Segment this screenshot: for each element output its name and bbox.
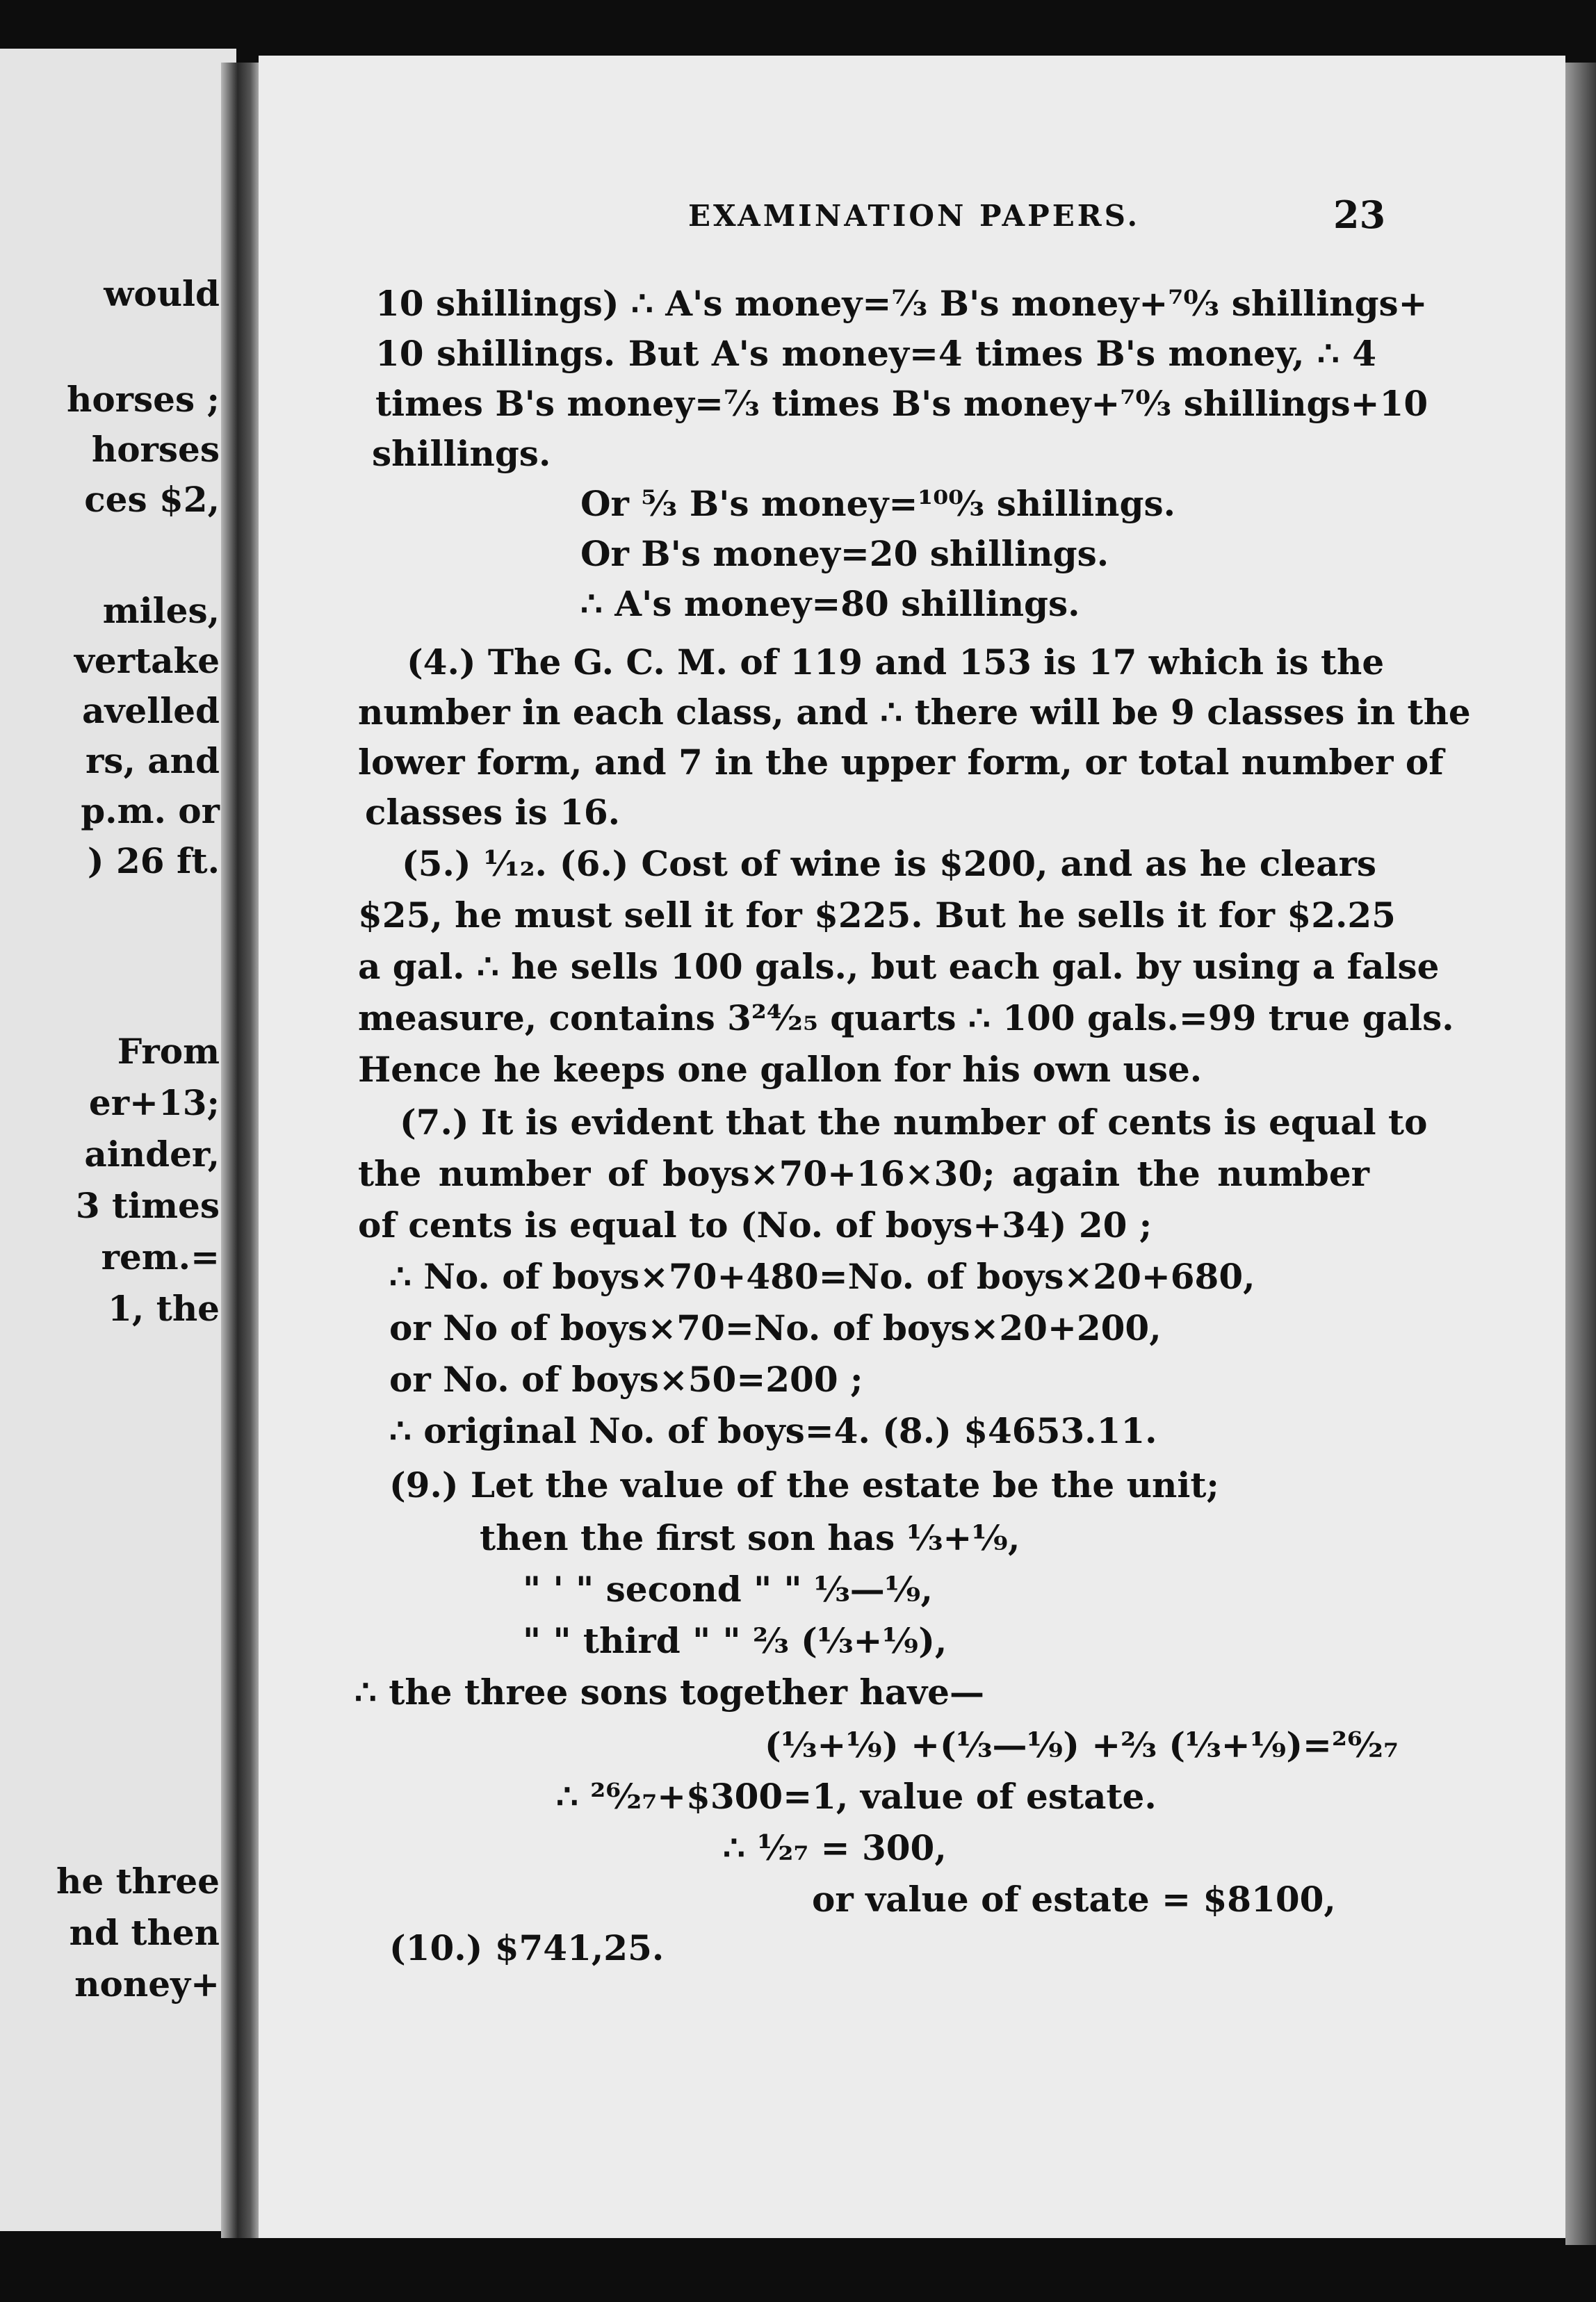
page-number: 23 [1333, 193, 1386, 237]
text-line: (4.) The G. C. M. of 119 and 153 is 17 which is the [407, 642, 1385, 683]
text-line: the number of boys×70+16×30; again the number [358, 1153, 1369, 1194]
left-page-text: horses [91, 429, 220, 470]
text-line: (10.) $741,25. [389, 1927, 665, 1968]
book-gutter [221, 63, 263, 2238]
left-page-text: vertake [74, 640, 220, 681]
left-page-text: er+13; [88, 1082, 220, 1123]
text-line: then the first son has ⅓+⅑, [480, 1517, 1020, 1558]
text-line: (⅓+⅑) +(⅓—⅑) +⅔ (⅓+⅑)=²⁶⁄₂₇ [765, 1724, 1399, 1765]
left-page-text: ) 26 ft. [87, 840, 220, 881]
left-page-text: avelled [81, 690, 220, 731]
text-line: Hence he keeps one gallon for his own use. [358, 1049, 1203, 1090]
text-line: of cents is equal to (No. of boys+34) 20 ; [358, 1205, 1153, 1246]
text-line: or No of boys×70=No. of boys×20+200, [389, 1307, 1162, 1348]
left-page-text: 3 times [75, 1185, 220, 1226]
text-line: times B's money=⁷⁄₃ times B's money+⁷⁰⁄₃ shillings+10 [375, 383, 1428, 424]
text-line: ∴ ¹⁄₂₇ = 300, [723, 1827, 947, 1868]
left-page-text: rem.= [101, 1236, 220, 1277]
left-page-text: rs, and [85, 740, 220, 781]
text-line: " " third " " ⅔ (⅓+⅑), [523, 1620, 947, 1661]
text-line: classes is 16. [365, 792, 621, 833]
text-line: ∴ ²⁶⁄₂₇+$300=1, value of estate. [556, 1776, 1157, 1817]
text-line: (5.) ¹⁄₁₂. (6.) Cost of wine is $200, and as he clears [402, 843, 1376, 884]
left-page-text: he three [56, 1861, 220, 1902]
text-line: Or B's money=20 shillings. [580, 533, 1109, 574]
text-line: ∴ original No. of boys=4. (8.) $4653.11. [389, 1410, 1157, 1451]
text-line: or value of estate = $8100, [812, 1879, 1336, 1920]
text-line: a gal. ∴ he sells 100 gals., but each gal. by using a false [358, 946, 1440, 987]
left-page-text: ces $2, [84, 479, 220, 520]
text-line: ∴ the three sons together have— [355, 1672, 984, 1713]
text-line: 10 shillings. But A's money=4 times B's money, ∴ 4 [375, 333, 1376, 374]
left-page-text: would [104, 273, 220, 314]
left-page-text: noney+ [74, 1964, 220, 2005]
left-page-text: ainder, [84, 1134, 220, 1175]
text-line: number in each class, and ∴ there will be 9 classes in the [358, 692, 1471, 733]
text-line: " ' " second " " ⅓—⅑, [523, 1569, 933, 1610]
text-line: ∴ A's money=80 shillings. [580, 583, 1080, 624]
text-line: shillings. [372, 433, 551, 474]
text-line: ∴ No. of boys×70+480=No. of boys×20+680, [389, 1256, 1255, 1297]
text-line: Or ⁵⁄₃ B's money=¹⁰⁰⁄₃ shillings. [580, 483, 1176, 524]
left-page-text: nd then [69, 1912, 220, 1953]
left-page-text: horses ; [66, 379, 220, 420]
text-line: or No. of boys×50=200 ; [389, 1359, 863, 1400]
text-line: lower form, and 7 in the upper form, or total number of [358, 742, 1444, 783]
left-page-text: miles, [102, 590, 220, 631]
left-page [0, 49, 236, 2231]
page-edge [1565, 63, 1596, 2245]
left-page-text: 1, the [108, 1288, 220, 1329]
running-head: EXAMINATION PAPERS. [688, 199, 1141, 233]
text-line: (7.) It is evident that the number of cents is equal to [400, 1102, 1428, 1143]
text-line: (9.) Let the value of the estate be the unit; [389, 1464, 1219, 1505]
text-line: $25, he must sell it for $225. But he sells it for $2.25 [358, 895, 1396, 936]
left-page-text: p.m. or [81, 790, 220, 831]
left-page-text: From [117, 1031, 220, 1072]
text-line: 10 shillings) ∴ A's money=⁷⁄₃ B's money+⁷⁰⁄₃ shillings+ [375, 283, 1428, 324]
text-line: measure, contains 3²⁴⁄₂₅ quarts ∴ 100 gals.=99 true gals. [358, 997, 1454, 1038]
